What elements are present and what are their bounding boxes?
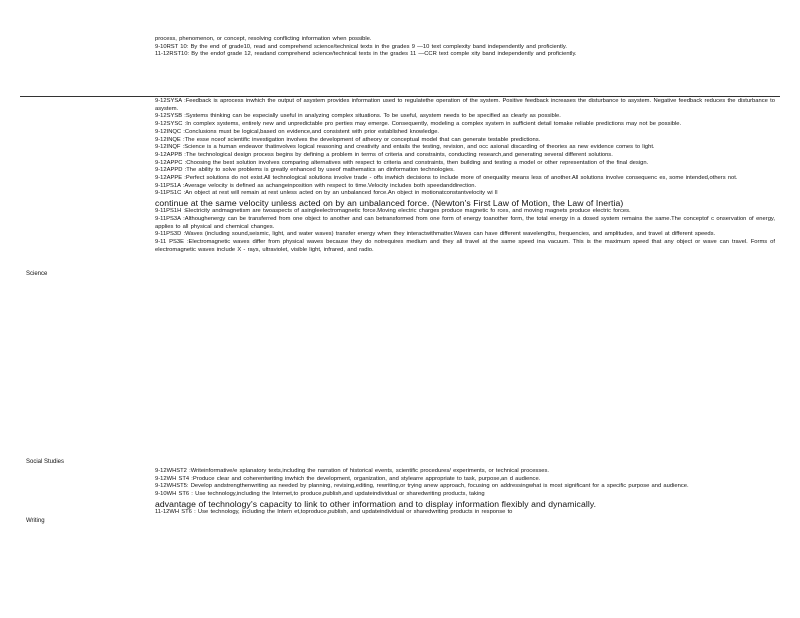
science-standards-block [155,98,775,254]
subject-label-writing: Writing [26,518,45,524]
standard-text: process, phenomenon, or concept, resolving conflicting information when possible. [155,36,372,42]
top-standards-block [155,36,775,59]
standard-text: 9-10WH ST6 : Use technology,including the Internet,to produce,publish,and updateindividual or sharedwriting products, taking [155,491,485,498]
standard-text: 9-12INQE :The esse nceof scientific investigation involves the development of atheory or conceptual model that can generate testable predictions. [155,136,541,143]
standard-text: 9-12APPE :Perfect solutions do not exist.All technological solutions involve trade - offs inwhich decisions to include more of onequality means less of another.All solutions involve consequenc es, some intended,others not. [155,175,738,182]
standard-text: 11-12WH ST6 : Use technology, including the Intern et,toproduce,publish, and updateindividual or sharedwriting products in response to [155,508,513,515]
standard-text: 9-12APPC :Choosing the best solution involves comparing alternatives with respect to criteria and constraints, then building and testing a model or other representation of the final design. [155,159,649,166]
standard-text: 9-12WHST5: Develop andstrengthenwriting as needed by planning, revising,editing, rewriting,or trying anew approach, focusing on addressingwhat is most significant for a specific purpose and audience. [155,483,689,490]
writing-standards-block [155,468,775,517]
standard-text: 9-12WHST2 :Writeinformative/e xplanatory texts,including the narration of historical events, scientific procedures/ experiments, or technical processes. [155,468,549,474]
standard-text: 9-11PS1A :Average velocity is defined as achangeinposition with respect to time.Velocity includes both speedanddirection. [155,182,477,189]
subject-label-social-studies: Social Studies [26,459,65,465]
standard-text: 9-12SYSA :Feedback is aprocess inwhich the output of asystem provides information used to regulatethe operation of the system. Positive feedback increases the disturbance to asystem. Negative feedback reduces the disturbance to asystem. [155,98,775,112]
standard-text: 9-12INQF :Science is a human endeavor thatinvolves logical reasoning and creativity and entails the testing, revision, and occ asional discarding of theories as new evidence comes to light. [155,144,655,151]
standard-text: 9-12SYSC :In complex systems, entirely new and unpredictable pro perties may emerge. Consequently, modeling a complex system in sufficient detail tomake reliable predictions may not be possible. [155,121,682,128]
standard-text-large: continue at the same velocity unless acted on by an unbalanced force. (Newton's First Law of Motion, the Law of Inertia) [155,198,624,209]
standard-text: 9-12APPB :The technological design process begins by defining a problem in terms of criteria and constraints, conducting research,and generating several different solutions. [155,151,613,158]
standard-text: 9-11PS1H :Electricity andmagnetism are twoaspects of asingleelectromagnetic force.Moving electric charges produce magnetic fo rces, and moving magnets produce electric forces. [155,208,631,215]
standard-text-large: advantage of technology's capacity to link to other information and to display information flexibly and dynamically. [155,498,597,509]
standard-text: 9-11PS3D :Waves (including sound,seismic, light, and water waves) transfer energy when they interactwithmatter.Waves can have different wavelengths, frequencies, and amplitudes, and travel at different speeds. [155,231,716,238]
standard-text: 9-10RST 10: By the end of grade10, read and comprehend science/technical texts in the grades 9 —10 text complexity band independently and proficiently. [155,43,567,50]
standard-text: 9-11PS1C :An object at rest will remain at rest unless acted on by an unbalanced force.An object in motionatconstantvelocity wi ll [155,190,498,197]
standard-text: 9-11PS3A :Althoughenergy can be transferred from one object to another and can betransformed from one form of energy toanother form, the total energy in a dosed system remains the same.The conceptof c onservation of energy, applies to all physical and chemical changes. [155,215,775,230]
table-divider [20,96,780,97]
standard-text: 11-12RST10: By the endof grade 12, readand comprehend science/technical texts in the grades 11 —CCR text comple xity band independently and proficiently. [155,51,577,58]
standard-text: 9-12WH ST4 :Produce clear and coherentwriting inwhich the development, organization, and stylearre appropriate to task, purpose,an d audience. [155,475,541,482]
standard-text: 9-11 PS3E :Electromagnetic waves differ from physical waves because they do notrequires medium and they all travel at the same speed ina vacuum. This is the maximum speed that any object or wave can travel. Forms of electromagnetic waves include X - rays, ultraviolet, visible light, infrared, and radio. [155,238,775,253]
subject-label-science: Science [26,271,48,277]
standard-text: 9-12SYSB :Systems thinking can be especially useful in analyzing complex situations. To be useful, asystem needs to be specified as clearly as possible. [155,113,561,120]
standard-text: 9-12APPD :The ability to solve problems is greatly enhanced by useof mathematics an dinformation technologies. [155,167,455,174]
standard-text: 9-12INQC :Conclusions must be logical,based on evidence,and consistent with prior established knowledge. [155,128,440,135]
